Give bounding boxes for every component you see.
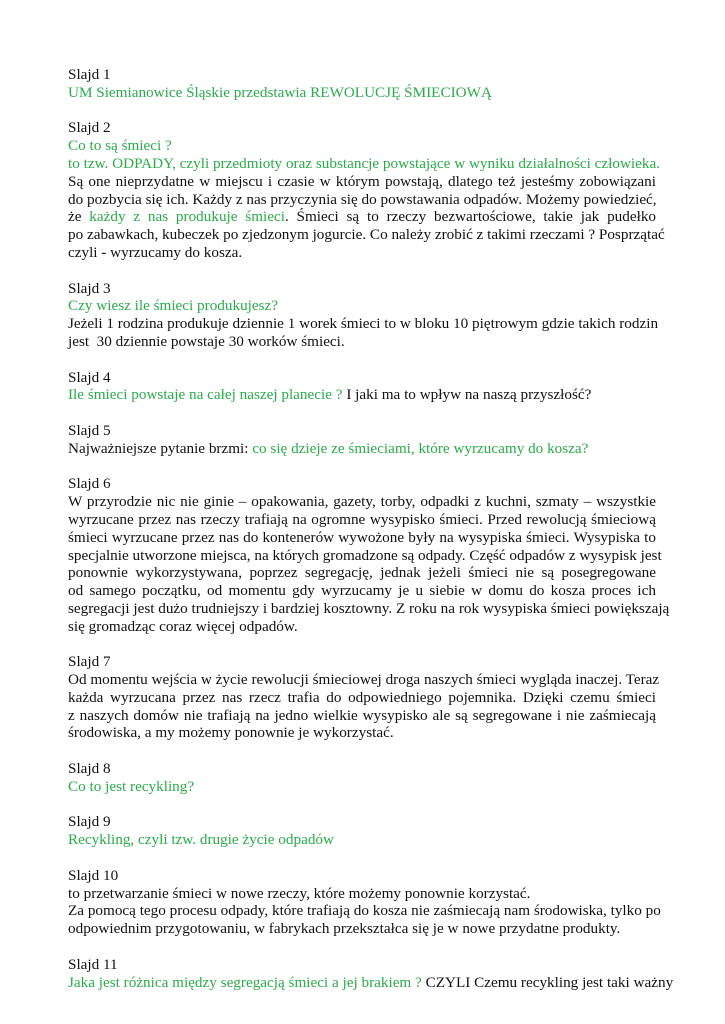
slide-line: Jeżeli 1 rodzina produkuje dziennie 1 worek śmieci to w bloku 10 piętrowym gdzie takich rodzin: [68, 315, 659, 333]
slide-line: Są one nieprzydatne w miejscu i czasie w którym powstają, dlatego też jesteśmy zobowiązani: [68, 172, 656, 190]
slide-line: odpowiednim przygotowaniu, w fabrykach przekształca się je w nowe przydatne produkty.: [68, 920, 621, 938]
slide-line: segregacji jest dużo trudniejszy i bardziej kosztowny. Z roku na rok wysypiska śmieci powiększają: [68, 599, 670, 617]
slide-8: [68, 760, 656, 796]
slide-1: [68, 66, 656, 102]
slide-line: W przyrodzie nic nie ginie – opakowania, gazety, torby, odpadki z kuchni, szmaty – wszystkie: [68, 493, 656, 511]
slide-line: specjalnie utworzone miejsca, na których gromadzone są odpady. Część odpadów z wysypisk jest: [68, 546, 662, 564]
slide-5: [68, 422, 656, 458]
slide-10: [68, 866, 661, 938]
slide-line: że każdy z nas produkuje śmieci. Śmieci są to rzeczy bezwartościowe, takie jak pudełko: [68, 208, 656, 226]
slide-line: UM Siemianowice Śląskie przedstawia REWOLUCJĘ ŚMIECIOWĄ: [68, 83, 492, 101]
slide-heading: Slajd 8: [68, 760, 111, 778]
slide-heading: Slajd 1: [68, 66, 111, 83]
slide-line: to tzw. ODPADY, czyli przedmioty oraz substancje powstające w wyniku działalności człowieka.: [68, 154, 661, 172]
slide-6: [68, 475, 670, 635]
slide-heading: Slajd 11: [68, 955, 118, 973]
slide-line: ponownie wykorzystywana, poprzez segregację, jednak jeżeli śmieci nie są posegregowane: [68, 564, 656, 582]
slide-heading: Slajd 6: [68, 475, 111, 493]
slide-heading: Slajd 3: [68, 279, 111, 297]
slide-line: Od momentu wejścia w życie rewolucji śmieciowej droga naszych śmieci wygląda inaczej. Teraz: [68, 671, 660, 689]
slide-line: Ile śmieci powstaje na całej naszej planecie ? I jaki ma to wpływ na naszą przyszłość?: [68, 386, 592, 404]
slide-line: Co to jest recykling?: [68, 777, 195, 795]
slide-4: [68, 369, 656, 405]
slide-line: Czy wiesz ile śmieci produkujesz?: [68, 297, 279, 315]
slide-line: każda wyrzucana przez nas rzecz trafia do odpowiedniego pojemnika. Dzięki czemu śmieci: [68, 688, 656, 706]
slide-line: do pozbycia się ich. Każdy z nas przyczynia się do powstawania odpadów. Możemy powiedzieć,: [68, 190, 657, 208]
slide-line: się gromadząc coraz więcej odpadów.: [68, 617, 298, 635]
slide-line: Recykling, czyli tzw. drugie życie odpadów: [68, 831, 334, 849]
slide-line: Co to są śmieci ?: [68, 137, 172, 155]
slide-2: [68, 119, 665, 261]
document-page: [68, 66, 674, 991]
slide-9: [68, 813, 656, 849]
slide-heading: Slajd 9: [68, 813, 111, 831]
slide-heading: Slajd 10: [68, 866, 119, 884]
slide-heading: Slajd 5: [68, 421, 111, 439]
slide-line: środowiska, a my możemy ponownie je wykorzystać.: [68, 724, 394, 742]
slide-line: jest 30 dziennie powstaje 30 worków śmieci.: [68, 332, 345, 350]
slide-line: wyrzucane przez nas rzeczy trafiają na ogromne wysypisko śmieci. Przed rewolucją śmieciową: [68, 510, 656, 528]
slide-line: to przetwarzanie śmieci w nowe rzeczy, które możemy ponownie korzystać.: [68, 884, 531, 902]
slide-line: Jaka jest różnica między segregacją śmieci a jej brakiem ? CZYLI Czemu recykling jest taki ważny: [68, 973, 674, 991]
slide-line: od samego początku, od momentu gdy wyrzucamy je u siebie w domu do kosza proces ich: [68, 582, 656, 600]
slide-line: śmieci wyrzucane przez nas do kontenerów wywożone były na wysypiska śmieci. Wysypiska to: [68, 528, 656, 546]
slide-heading: Slajd 2: [68, 119, 111, 137]
slide-11: [68, 955, 674, 992]
slide-line: Najważniejsze pytanie brzmi: co się dzieje ze śmieciami, które wyrzucamy do kosza?: [68, 439, 589, 457]
slide-7: [68, 653, 660, 742]
slide-line: czyli - wyrzucamy do kosza.: [68, 243, 243, 261]
slide-heading: Slajd 7: [68, 653, 111, 671]
slide-heading: Slajd 4: [68, 368, 111, 386]
slide-3: [68, 279, 659, 351]
slide-line: z naszych domów nie trafiają na jedno wielkie wysypisko ale są segregowane i nie zaśmiecają: [68, 706, 656, 724]
slide-line: po zabawkach, kubeczek po zjedzonym jogurcie. Co należy zrobić z takimi rzeczami ? Posprzątać: [68, 226, 665, 244]
slide-line: Za pomocą tego procesu odpady, które trafiają do kosza nie zaśmiecają nam środowiska, tylko po: [68, 902, 661, 920]
